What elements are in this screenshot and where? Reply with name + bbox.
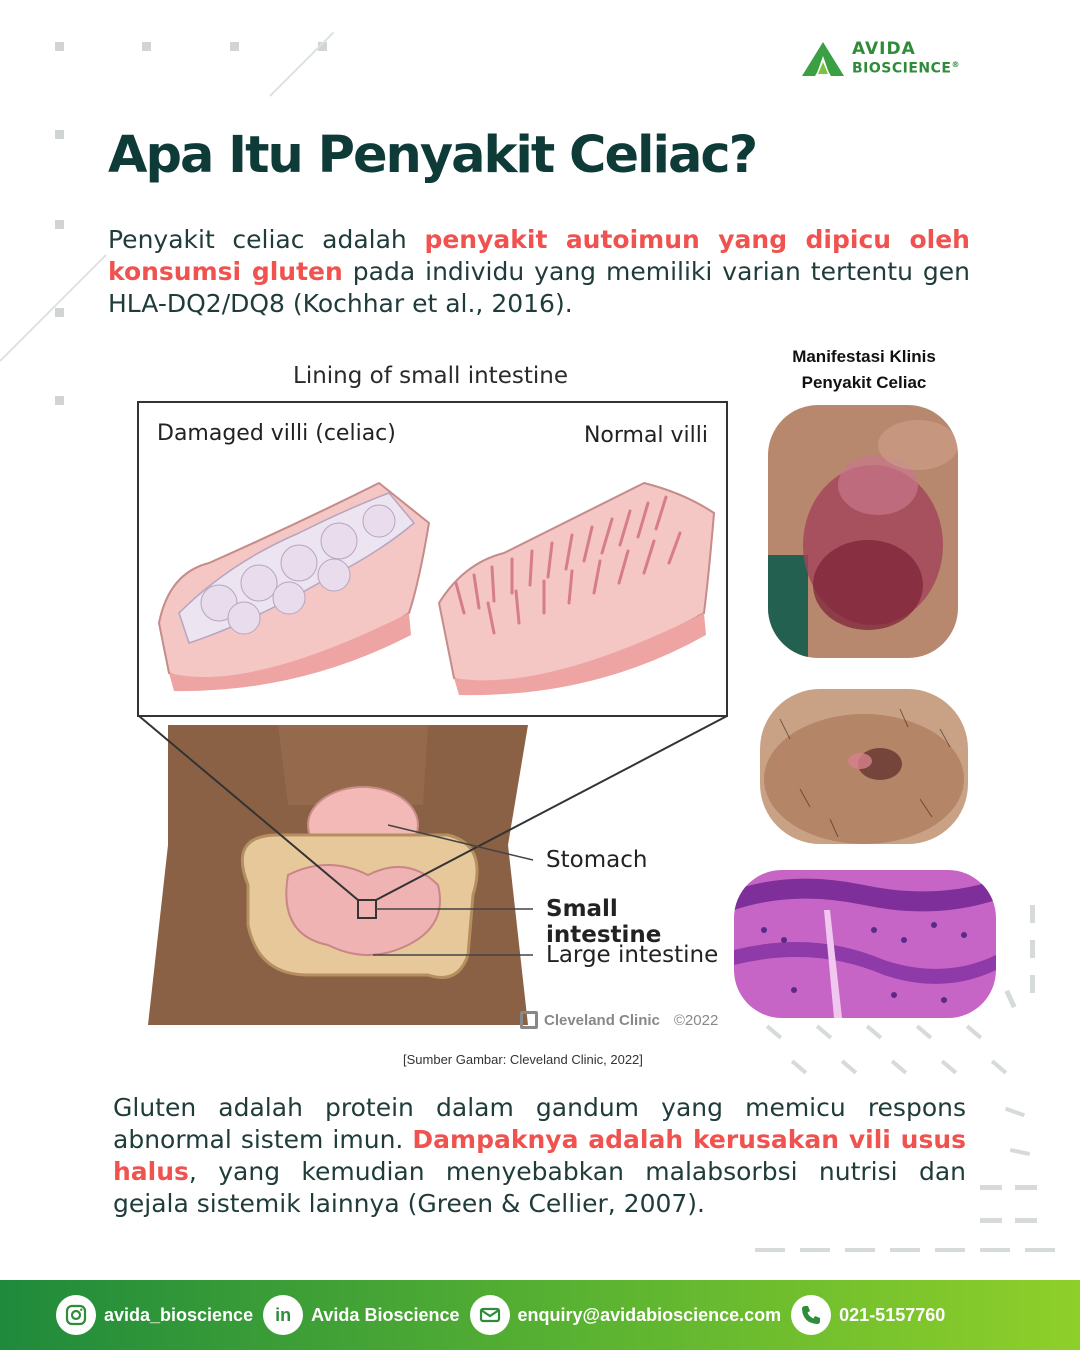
label-stomach: Stomach bbox=[546, 847, 648, 873]
credit-year: ©2022 bbox=[673, 1011, 719, 1029]
body2-text-2: , yang kemudian menyebabkan malabsorbsi nutrisi dan gejala sistemik lainnya (Green & Cellier, 2007). bbox=[113, 1157, 966, 1218]
damaged-villi-label: Damaged villi (celiac) bbox=[157, 421, 396, 446]
page-title: Apa Itu Penyakit Celiac? bbox=[108, 126, 757, 185]
phone-number: 021-5157760 bbox=[839, 1304, 946, 1325]
contact-footer bbox=[0, 1280, 1080, 1350]
phone-icon bbox=[791, 1295, 831, 1335]
diagram-title: Lining of small intestine bbox=[293, 363, 568, 389]
registered-mark: ® bbox=[951, 60, 960, 70]
instagram-contact[interactable] bbox=[56, 1295, 253, 1335]
brand-name-line1: AVIDA bbox=[852, 39, 916, 60]
side-title-line1: Manifestasi Klinis bbox=[792, 347, 936, 366]
gluten-paragraph bbox=[113, 1092, 966, 1220]
body2-text-1: Gluten adalah protein dalam gandum yang memicu respons abnormal sistem imun. bbox=[113, 1093, 966, 1154]
email-icon bbox=[470, 1295, 510, 1335]
linkedin-name: Avida Bioscience bbox=[311, 1304, 460, 1325]
email-contact[interactable] bbox=[470, 1295, 782, 1335]
intro-highlight: penyakit autoimun yang dipicu oleh konsumsi gluten bbox=[108, 225, 970, 286]
linkedin-icon: in bbox=[263, 1295, 303, 1335]
side-title-line2: Penyakit Celiac bbox=[801, 373, 927, 392]
side-title bbox=[764, 344, 964, 396]
instagram-handle: avida_bioscience bbox=[104, 1304, 254, 1325]
intro-text-1: Penyakit celiac adalah bbox=[108, 225, 425, 254]
diagram-credit bbox=[520, 1011, 718, 1029]
label-large-intestine: Large intestine bbox=[546, 942, 719, 968]
intestine-diagram bbox=[128, 345, 738, 1045]
label-small-intestine: Small intestine bbox=[546, 896, 662, 948]
body2-highlight: Dampaknya adalah kerusakan vili usus halus bbox=[113, 1125, 966, 1186]
image-source-caption: [Sumber Gambar: Cleveland Clinic, 2022] bbox=[403, 1052, 643, 1067]
histology-photo bbox=[734, 870, 996, 1018]
normal-villi-label: Normal villi bbox=[583, 423, 708, 448]
damaged-villi-illustration bbox=[149, 463, 439, 703]
normal-villi-illustration bbox=[434, 463, 724, 703]
brand-name-line2: BIOSCIENCE® bbox=[852, 60, 960, 77]
credit-name: Cleveland Clinic bbox=[544, 1011, 660, 1029]
lining-panel bbox=[137, 401, 728, 717]
skin-lesion-photo bbox=[768, 405, 958, 658]
phone-contact[interactable] bbox=[791, 1295, 945, 1335]
instagram-icon bbox=[56, 1295, 96, 1335]
email-address: enquiry@avidabioscience.com bbox=[517, 1304, 782, 1325]
intro-text-2: pada individu yang memiliki varian tertentu gen HLA-DQ2/DQ8 (Kochhar et al., 2016). bbox=[108, 257, 970, 318]
brand-logo bbox=[800, 40, 960, 78]
knee-lesion-photo bbox=[760, 689, 968, 844]
cleveland-clinic-icon bbox=[520, 1011, 538, 1029]
avida-logo-icon bbox=[800, 40, 846, 78]
linkedin-contact[interactable] bbox=[263, 1295, 459, 1335]
intro-paragraph bbox=[108, 224, 970, 320]
